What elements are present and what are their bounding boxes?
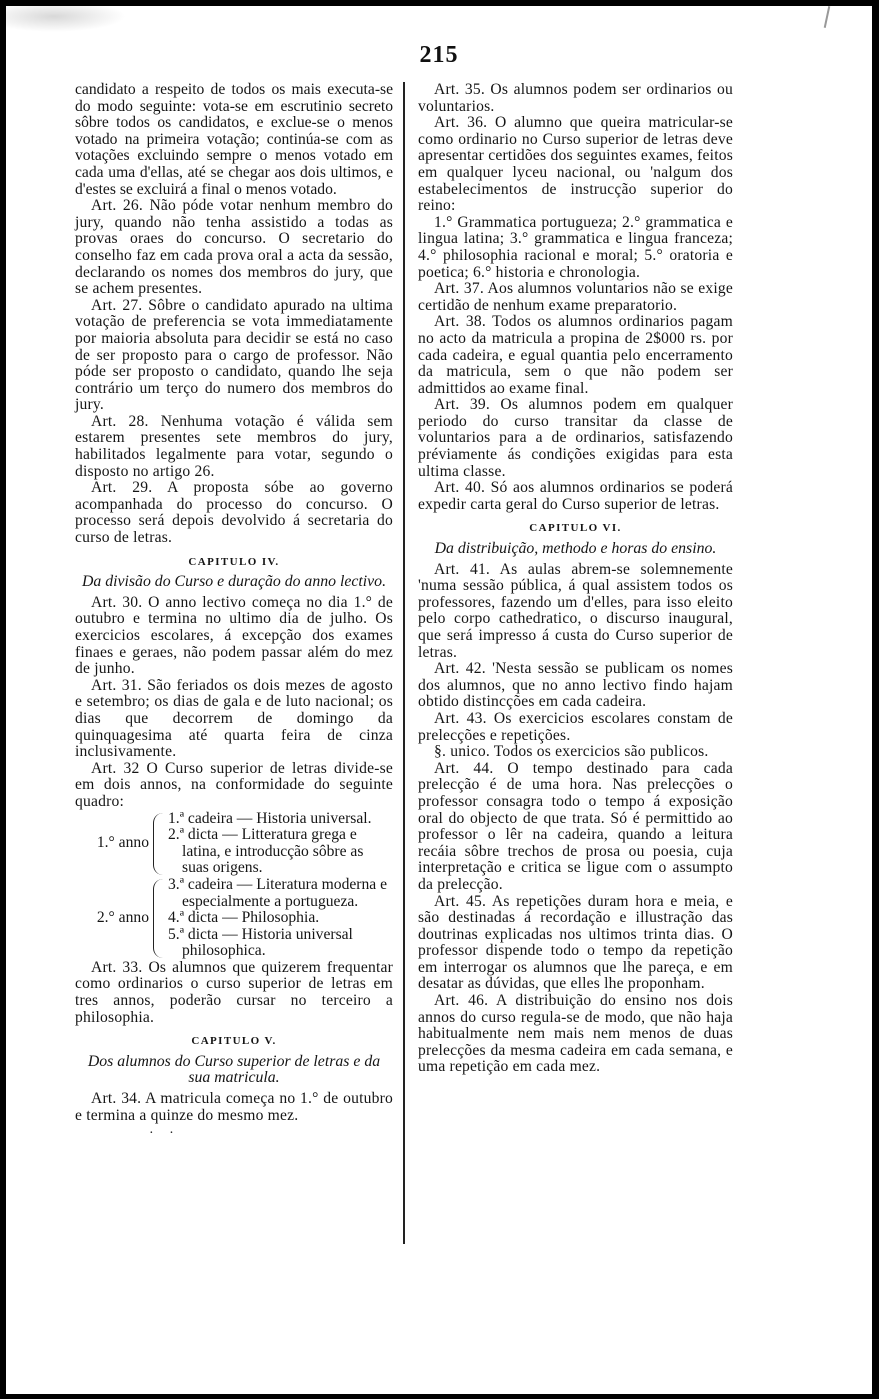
trailing-dots: · ·	[149, 1126, 180, 1142]
document-page	[6, 6, 872, 1394]
article-36-list: 1.° Grammatica portugueza; 2.° grammatica e lingua latina; 3.° grammatica e lingua franceza; 4.° philosophia racional e moral; 5.° oratoria e poetica; 6.° historia e chronologia.	[418, 213, 733, 281]
chapter-5-title: Dos alumnos do Curso superior de letras e da sua matricula.	[87, 1052, 381, 1087]
year-1-label: 1.° anno	[96, 834, 149, 852]
chapter-4-title: Da divisão do Curso e duração do anno lectivo.	[81, 573, 387, 591]
brace-year-2	[153, 879, 164, 958]
year-2-item: 3.ª cadeira — Literatura moderna e especialmente a portugueza.	[168, 875, 388, 910]
article-37: Art. 37. Aos alumnos voluntarios não se exige certidão de nenhum exame preparatorio.	[418, 280, 733, 314]
article-28: Art. 28. Nenhuma votação é válida sem estarem presentes sete membros do jury, habilitados legalmente para votar, segundo o disposto no artigo 26.	[75, 412, 393, 480]
article-29: Art. 29. A proposta sóbe ao governo acompanhada do processo do concurso. O processo será depois devolvido á secretaria do curso de letras.	[75, 479, 393, 547]
article-44: Art. 44. O tempo destinado para cada prelecção é de uma hora. Nas prelecções o professor consagra todo o tempo á exposição oral do objecto de que trata. Só é permittido ao professor o lêr na cadeira, quando a leitura recáia sôbre trechos de prosa ou poesia, cuja interpretação e critica se ligue com o assumpto da prelecção.	[418, 759, 733, 893]
year-2-item: 5.ª dicta — Historia universal philosophica.	[168, 925, 353, 960]
year-1-item: 1.ª cadeira — Historia universal.	[168, 809, 372, 827]
right-column	[418, 82, 733, 1076]
article-45: Art. 45. As repetições duram hora e meia, e são destinadas á recordação e illustração das doutrinas explicadas nos ultimos trinta dias. O professor dispende todo o tempo da repetição em interrogar os alumnos que lhe pareça, e em desatar as dúvidas, que elles lhe proponham.	[418, 892, 733, 993]
chapter-5-label: CAPITULO V.	[191, 1035, 277, 1048]
year-1-item: 2.ª dicta — Litteratura grega e latina, e introducção sôbre as suas origens.	[168, 826, 364, 877]
article-35: Art. 35. Os alumnos podem ser ordinarios ou voluntarios.	[418, 81, 733, 115]
article-27: Art. 27. Sôbre o candidato apurado na ultima votação de preferencia se vota immediatamente por maioria absoluta para decidir se está no caso de ser proposto para o cargo de professor. Não póde ser proposto o candidato, quando lhe seja contrário um terço do numero dos membros do jury.	[75, 296, 393, 414]
article-38: Art. 38. Todos os alumnos ordinarios pagam no acto da matricula a propina de 2$000 rs. por cada cadeira, e egual quantia pelo encerramento da matricula, sem o que não podem ser admittidos ao exame final.	[418, 313, 733, 397]
article-26: Art. 26. Não póde votar nenhum membro do jury, quando não tenha assistido a todas as provas oraes do concurso. O secretario do conselho faz em cada prova oral a acta da sessão, declarando os nomes dos membros do jury, que se achem presentes.	[75, 197, 393, 298]
article-31: Art. 31. São feriados os dois mezes de agosto e setembro; os dias de gala e de luto nacional; os dias que decorrem de domingo da quinquagesima até quarta feira de cinza inclusivamente.	[75, 676, 393, 761]
year-2-item: 4.ª dicta — Philosophia.	[168, 909, 320, 927]
article-46: Art. 46. A distribuição do ensino nos dois annos do curso regula-se de modo, que não haja habitualmente nem mais nem menos de duas prelecções da mesma cadeira em cada semana, e uma repetição em cada mez.	[418, 992, 733, 1076]
chapter-6-label: CAPITULO VI.	[529, 522, 622, 535]
article-34: Art. 34. A matricula começa no 1.° de outubro e termina a quinze do mesmo mez.	[75, 1090, 393, 1124]
page-number: 215	[419, 42, 459, 68]
article-32: Art. 32 O Curso superior de letras divide-se em dois annos, na conformidade do seguinte quadro:	[75, 759, 393, 810]
article-42: Art. 42. 'Nesta sessão se publicam os nomes dos alumnos, que no anno lectivo findo hajam obtido distincções em cada cadeira.	[418, 660, 733, 711]
article-36: Art. 36. O alumno que queira matricular-se como ordinario no Curso superior de letras deve apresentar certidões dos seguintes exames, feitos em qualquer lyceu nacional, ou 'nalgum dos estabelecimentos de instrucção superior do reino:	[418, 114, 733, 215]
chapter-4-label: CAPITULO IV.	[188, 555, 280, 568]
article-41: Art. 41. As aulas abrem-se solemnemente 'numa sessão pública, á qual assistem todos os professores, fazendo um d'elles, para isso eleito pelo corpo cathedratico, o discurso inaugural, que será impresso á custa do Curso superior de letras.	[418, 560, 733, 661]
article-39: Art. 39. Os alumnos podem em qualquer periodo do curso transitar da classe de voluntarios para a de ordinarios, satisfazendo préviamente ás condições exigidas para esta ultima classe.	[418, 396, 733, 480]
scan-mark	[824, 6, 831, 28]
article-33: Art. 33. Os alumnos que quizerem frequentar como ordinarios o curso superior de letras em tres annos, poderão cursar no terceiro a philosophia.	[75, 958, 393, 1026]
schedule-year-2	[75, 877, 393, 960]
left-column	[75, 82, 393, 1143]
article-40: Art. 40. Só aos alumnos ordinarios se poderá expedir carta geral do Curso superior de letras.	[418, 479, 733, 513]
course-schedule	[75, 811, 393, 960]
article-30: Art. 30. O anno lectivo começa no dia 1.° de outubro e termina no ultimo dia de julho. Os exercicios escolares, á excepção dos exames finaes e geraes, não podem passar além do mez de junho.	[75, 593, 393, 678]
year-2-label: 2.° anno	[96, 909, 149, 927]
article-43: Art. 43. Os exercicios escolares constam de prelecções e repetições.	[418, 709, 733, 744]
brace-year-1	[153, 813, 164, 875]
scan-smudge	[6, 6, 126, 32]
column-divider	[403, 82, 405, 1244]
schedule-year-1	[75, 811, 393, 877]
paragraph-intro: candidato a respeito de todos os mais executa-se do modo seguinte: vota-se em escrutinio secreto sôbre todos os candidatos, e exclue-se o menos votado na primeira votação; continúa-se com as votações excluindo sempre o menos votado em cada uma d'ellas, até se chegar aos dois ultimos, e d'estes se excluirá a final o menos votado.	[75, 81, 393, 198]
article-43-unico: §. unico. Todos os exercicios são publicos.	[434, 743, 709, 761]
chapter-6-title: Da distribuição, methodo e horas do ensino.	[434, 540, 717, 558]
